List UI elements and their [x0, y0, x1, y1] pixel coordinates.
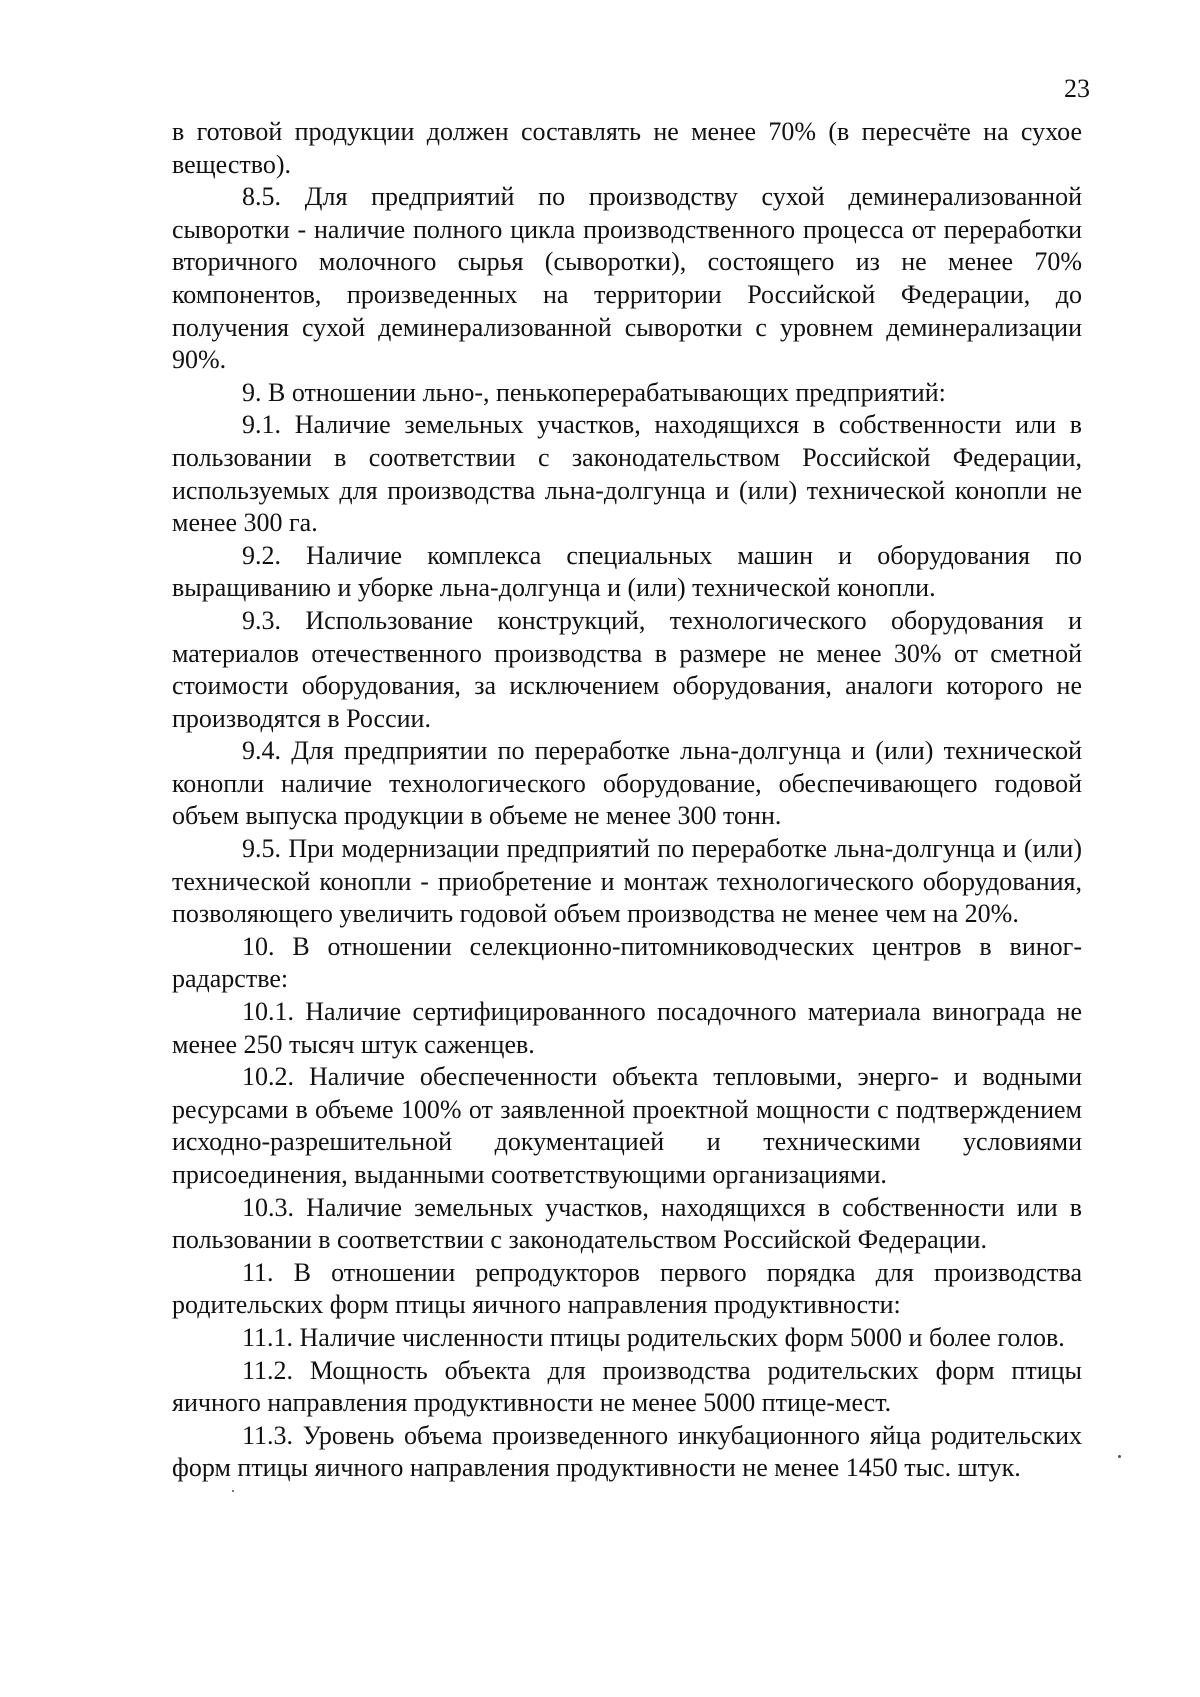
paragraph: 9. В отношении льно-, пенькоперерабатывающих предприятий:	[242, 377, 946, 407]
paragraph: 10. В отношении селекционно-питомниководческих центров в виноградарстве:	[172, 931, 1082, 994]
paragraph: 11.2. Мощность объекта для производства родительских форм птицы яичного направления продуктивности не менее 5000 птице-мест.	[172, 1355, 1082, 1418]
paragraph: 8.5. Для предприятий по производству сухой деминерализованной сыворотки - наличие полного цикла производственного процесса от переработки вторичного молочного сырья (сыворотки), состоящего из не менее 70% компонентов, произведенных на территории Российской Федерации, до получения сухой деминерализованной сыворотки с уровнем деминерализации 90%.	[172, 182, 1082, 375]
paragraph: 9.2. Наличие комплекса специальных машин и оборудования по выращиванию и уборке льна-долгунца и (или) технической конопли.	[172, 540, 1082, 603]
paragraph: 11. В отношении репродукторов первого порядка для производства родительских форм птицы яичного направления продуктивности:	[172, 1257, 1082, 1320]
document-body	[172, 116, 1082, 1485]
paragraph: в готовой продукции должен составлять не менее 70% (в пересчёте на сухое вещество).	[172, 117, 1082, 179]
paragraph: 10.1. Наличие сертифицированного посадочного материала винограда не менее 250 тысяч штук саженцев.	[172, 997, 1082, 1059]
paragraph: 9.3. Использование конструкций, технологического оборудования и материалов отечественного производства в размере не менее 30% от сметной стоимости оборудования, за исключением оборудования, аналоги которого не производятся в России.	[172, 605, 1082, 733]
scan-speck	[1118, 1455, 1121, 1458]
paragraph: 9.5. При модернизации предприятий по переработке льна-долгунца и (или) технической конопли - приобретение и монтаж технологического оборудования, позволяющего увеличить годовой объем производства не менее чем на 20%.	[172, 834, 1082, 929]
paragraph: 11.1. Наличие численности птицы родительских форм 5000 и более голов.	[242, 1322, 1065, 1352]
paragraph: 9.4. Для предприятии по переработке льна-долгунца и (или) технической конопли наличие технологического оборудование, обеспечивающего годовой объем выпуска продукции в объеме не менее 300 тонн.	[172, 736, 1082, 831]
paragraph: 10.2. Наличие обеспеченности объекта тепловыми, энерго- и водными ресурсами в объеме 100% от заявленной проектной мощности с подтверждением исходно-разрешительной документацией и техническими условиями присоединения, выданными соответствующими организациями.	[172, 1062, 1082, 1189]
page-number: 23	[1064, 74, 1090, 103]
paragraph: 10.3. Наличие земельных участков, находящихся в собственности или в пользовании в соответствии с законодательством Российской Федерации.	[172, 1192, 1082, 1255]
paragraph: 11.3. Уровень объема произведенного инкубационного яйца родительских форм птицы яичного направления продуктивности не менее 1450 тыс. штук.	[172, 1420, 1082, 1483]
paragraph: 9.1. Наличие земельных участков, находящихся в собственности или в пользовании в соответствии с законодательством Российской Федерации, используемых для производства льна-долгунца и (или) технической конопли не менее 300 га.	[172, 410, 1082, 538]
scan-speck	[232, 1490, 234, 1492]
